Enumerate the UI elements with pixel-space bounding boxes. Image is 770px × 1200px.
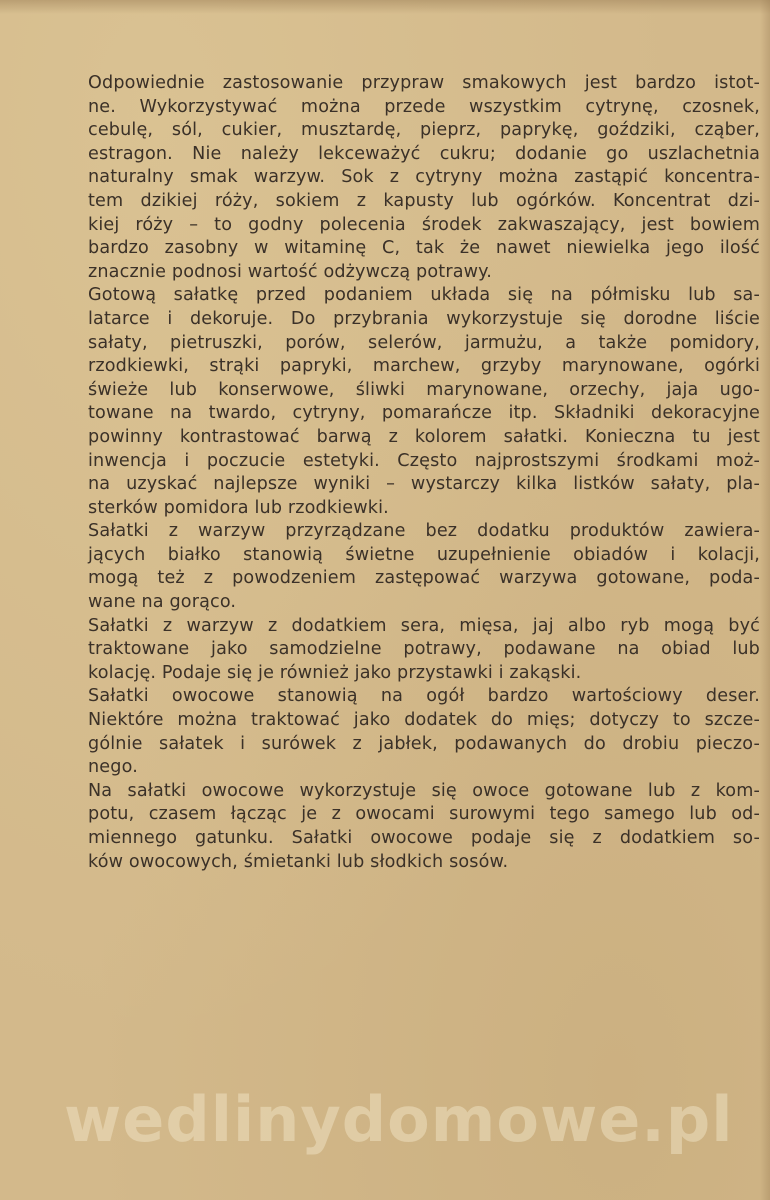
paragraph-vegetable-salads (88, 520, 760, 614)
paragraph-spices (88, 72, 760, 284)
body-text (88, 72, 760, 874)
text-line: Sałatki z warzyw przyrządzane bez dodatku produktów zawiera- (88, 521, 760, 542)
text-line: świeże lub konserwowe, śliwki marynowane, orzechy, jaja ugo- (88, 379, 760, 400)
text-line: Odpowiednie zastosowanie przypraw smakowych jest bardzo istot- (88, 73, 760, 93)
text-line: powinny kontrastować barwą z kolorem sałatki. Konieczna tu jest (88, 426, 760, 447)
text-line: Niektóre można traktować jako dodatek do mięs; dotyczy to szcze- (88, 710, 760, 731)
text-line: traktowane jako samodzielne potrawy, podawane na obiad lub (88, 639, 760, 660)
paragraph-protein-salads (88, 615, 760, 686)
paragraph-fruit-ingredients (88, 780, 760, 874)
text-line: latarce i dekoruje. Do przybrania wykorzystuje się dorodne liście (88, 308, 760, 329)
page-top-shadow (0, 0, 770, 14)
text-line: inwencja i poczucie estetyki. Często najprostszymi środkami moż- (88, 450, 760, 471)
text-line: Na sałatki owocowe wykorzystuje się owoce gotowane lub z kom- (88, 780, 760, 801)
text-line: kolację. Podaje się je również jako przystawki i zakąski. (88, 662, 582, 683)
watermark: wedlinydomowe.pl (64, 1083, 734, 1156)
text-line: nego. (88, 757, 138, 778)
text-line: kiej róży – to godny polecenia środek zakwaszający, jest bowiem (88, 214, 760, 235)
text-line: na uzyskać najlepsze wyniki – wystarczy kilka listków sałaty, pla- (88, 474, 760, 495)
text-line: Gotową sałatkę przed podaniem układa się na półmisku lub sa- (88, 285, 760, 306)
text-line: miennego gatunku. Sałatki owocowe podaje się z dodatkiem so- (88, 828, 760, 848)
text-line: rzodkiewki, strąki papryki, marchew, grzyby marynowane, ogórki (88, 356, 760, 377)
text-line: sałaty, pietruszki, porów, selerów, jarmużu, a także pomidory, (88, 332, 760, 353)
text-line: sterków pomidora lub rzodkiewki. (88, 497, 389, 518)
text-line: wane na gorąco. (88, 592, 237, 613)
text-line: ków owocowych, śmietanki lub słodkich sosów. (88, 851, 509, 872)
text-line: jących białko stanowią świetne uzupełnienie obiadów i kolacji, (88, 544, 760, 565)
text-line: potu, czasem łącząc je z owocami surowymi tego samego lub od- (88, 804, 760, 825)
text-line: estragon. Nie należy lekceważyć cukru; dodanie go uszlachetnia (88, 143, 760, 164)
text-line: towane na twardo, cytryny, pomarańcze itp. Składniki dekoracyjne (88, 403, 760, 424)
paragraph-decoration (88, 284, 760, 520)
text-line: ne. Wykorzystywać można przede wszystkim cytrynę, czosnek, (88, 96, 760, 117)
text-line: znacznie podnosi wartość odżywczą potrawy. (88, 261, 492, 282)
text-line: naturalny smak warzyw. Sok z cytryny można zastąpić koncentra- (88, 167, 760, 188)
paragraph-fruit-salads (88, 685, 760, 779)
text-line: gólnie sałatek i surówek z jabłek, podawanych do drobiu pieczo- (88, 733, 760, 754)
text-line: Sałatki z warzyw z dodatkiem sera, mięsa, jaj albo ryb mogą być (88, 615, 760, 636)
text-line: Sałatki owocowe stanowią na ogół bardzo wartościowy deser. (88, 686, 760, 707)
text-line: mogą też z powodzeniem zastępować warzywa gotowane, poda- (88, 568, 760, 589)
page-right-shadow (760, 0, 770, 1200)
text-line: tem dzikiej róży, sokiem z kapusty lub ogórków. Koncentrat dzi- (88, 190, 760, 211)
text-line: bardzo zasobny w witaminę C, tak że nawet niewielka jego ilość (88, 238, 760, 259)
text-line: cebulę, sól, cukier, musztardę, pieprz, paprykę, goździki, cząber, (88, 120, 760, 141)
